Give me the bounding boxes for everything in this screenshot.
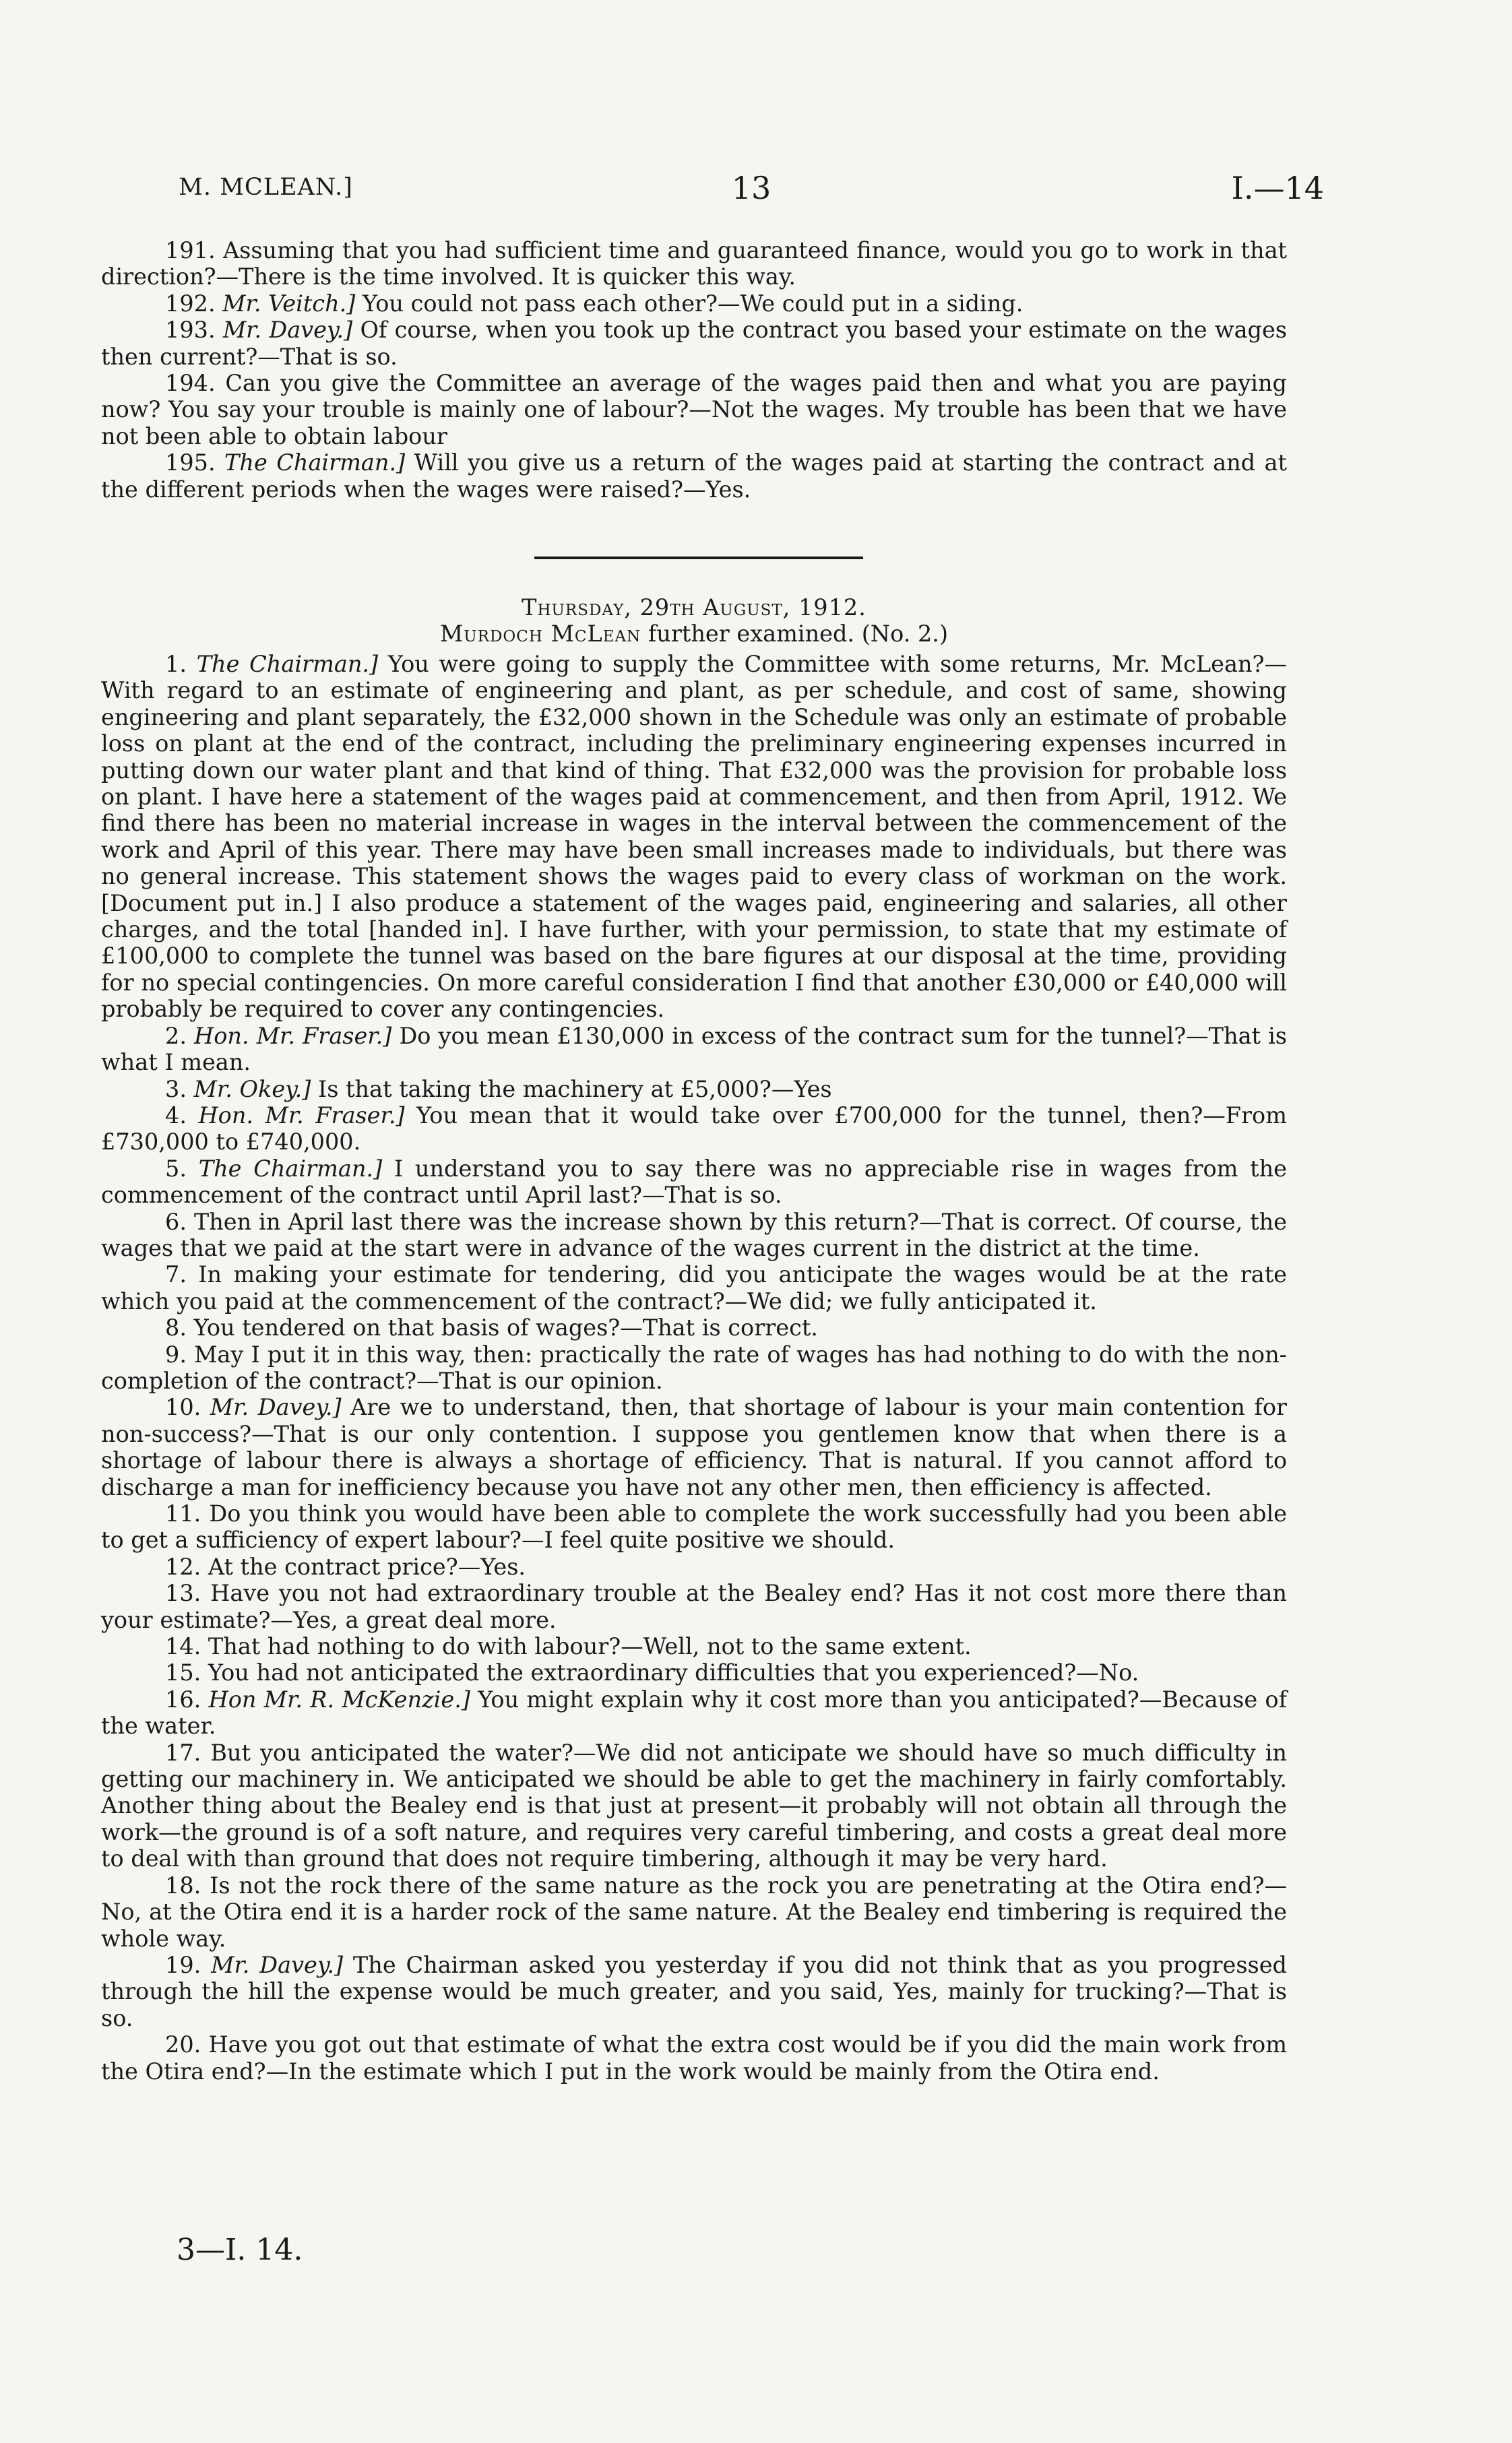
testimony-paragraph — [101, 1394, 1287, 1500]
document-reference: I.—14 — [1231, 170, 1324, 206]
testimony-paragraph — [101, 1633, 1287, 1659]
testimony-paragraph — [101, 1102, 1287, 1155]
speaker-name: Mr. Davey.] — [222, 317, 353, 344]
testimony-text: 17. But you anticipated the water?—We did not anticipate we should have so much difficulty in getting our machinery in. We anticipated we should be able to get the machinery in fairly comfortably. Another thing about the Bealey end is that just at present—it probably will not obtain all through the work—the ground is of a soft nature, and requires very careful timbering, and costs a great deal more to deal with than ground that does not require timbering, although it may be very hard. — [101, 1739, 1287, 1872]
testimony-text: You might explain why it cost more than you anticipated?—Because of the water. — [101, 1686, 1287, 1740]
speaker-name: The Chairman.] — [198, 1155, 383, 1182]
question-number: 192. — [165, 290, 216, 317]
testimony-paragraph — [101, 1209, 1287, 1262]
testimony-paragraph — [101, 1872, 1287, 1952]
testimony-text: 191. Assuming that you had sufficient time and guaranteed finance, would you go to work in that direction?—There is the time involved. It is quicker this way. — [101, 237, 1287, 290]
speaker-name: Mr. Davey.] — [211, 1951, 344, 1978]
testimony-text: 7. In making your estimate for tendering, did you anticipate the wages would be at the rate which you paid at the commencement of the contract?—We did; we fully anticipated it. — [101, 1261, 1287, 1314]
speaker-name: Mr. Veitch.] — [222, 290, 356, 317]
section-divider — [534, 557, 863, 559]
testimony-text: You mean that it would take over £700,000 for the tunnel, then?—From £730,000 to £740,000. — [101, 1102, 1287, 1155]
testimony-text: The Chairman asked you yesterday if you did not think that as you progressed through the hill the expense would be much greater, and you said, Yes, mainly for trucking?—That is so. — [101, 1951, 1288, 2031]
testimony-text: 14. That had nothing to do with labour?—Well, not to the same extent. — [165, 1633, 972, 1660]
testimony-text: You were going to supply the Committee with some returns, Mr. McLean?—With regard to an estimate of engineering and plant, as per schedule, and cost of same, showing engineering and plant separately, the £32,000 shown in the Schedule was only an estimate of probable loss on plant at the end of the contract, including the preliminary engineering expenses incurred in putting down our water plant and that kind of thing. That £32,000 was the provision for probable loss on plant. I have here a statement of the wages paid at commencement, and then from April, 1912. We find there has been no material increase in wages in the interval between the commencement of the work and April of this year. There may have been small increases made to individuals, but there was no general increase. This statement shows the wages paid to every class of workman on the work. [Document put in.] I also produce a statement of the wages paid, engineering and salaries, all other charges, and the total [handed in]. I have further, with your permission, to state that my estimate of £100,000 to complete the tunnel was based on the bare figures at our disposal at the time, providing for no special contingencies. On more careful consideration I find that another £30,000 or £40,000 will probably be required to cover any contingencies. — [101, 651, 1287, 1023]
question-number: 193. — [165, 317, 216, 344]
testimony-paragraph — [101, 449, 1287, 503]
question-number: 10. — [165, 1394, 201, 1421]
question-number: 4. — [165, 1102, 187, 1129]
testimony-paragraph — [101, 370, 1287, 449]
testimony-text: 9. May I put it in this way, then: practically the rate of wages has had nothing to do with the non-completion of the contract?—That is our opinion. — [101, 1341, 1287, 1394]
testimony-text: 8. You tendered on that basis of wages?—That is correct. — [165, 1314, 818, 1341]
testimony-text: Do you mean £130,000 in excess of the contract sum for the tunnel?—That is what I mean. — [101, 1022, 1287, 1076]
testimony-text: 6. Then in April last there was the increase shown by this return?—That is correct. Of course, the wages that we paid at the start were in advance of the wages current in the district at the time. — [101, 1208, 1287, 1261]
testimony-paragraph — [101, 651, 1287, 1023]
testimony-block-2 — [101, 651, 1287, 2085]
testimony-paragraph — [101, 1261, 1287, 1314]
page-number: 13 — [731, 170, 771, 206]
speaker-name: Hon. Mr. Fraser.] — [198, 1102, 405, 1129]
testimony-paragraph — [101, 1686, 1287, 1740]
testimony-paragraph — [101, 317, 1287, 370]
testimony-paragraph — [101, 1740, 1287, 1872]
header-witness: M. MCLEAN.] — [179, 174, 353, 201]
testimony-paragraph — [101, 1580, 1287, 1633]
testimony-paragraph — [101, 2031, 1287, 2085]
question-number: 195. — [165, 449, 216, 476]
testimony-text: Is that taking the machinery at £5,000?—Yes — [318, 1075, 832, 1102]
signature-footer: 3—I. 14. — [177, 2233, 303, 2267]
question-number: 2. — [165, 1022, 187, 1049]
question-number: 5. — [165, 1155, 187, 1182]
testimony-paragraph — [101, 290, 1287, 317]
testimony-text: 194. Can you give the Committee an average of the wages paid then and what you are paying now? You say your trouble is mainly one of labour?—Not the wages. My trouble has been that we have not been able to obtain labour — [101, 370, 1287, 449]
testimony-paragraph — [101, 1500, 1287, 1554]
testimony-block-1 — [101, 237, 1287, 503]
testimony-paragraph — [101, 1314, 1287, 1341]
testimony-text: 18. Is not the rock there of the same nature as the rock you are penetrating at the Otira end?—No, at the Otira end it is a harder rock of the same nature. At the Bealey end timbering is required the whole way. — [101, 1872, 1287, 1952]
session-date: Thursday, 29th August, 1912. — [522, 594, 867, 621]
witness-name: Murdoch McLean — [439, 621, 641, 647]
witness-status: further examined. (No. 2.) — [648, 621, 949, 647]
testimony-text: 20. Have you got out that estimate of what the extra cost would be if you did the main work from the Otira end?—In the estimate which I put in the work would be mainly from the Otira end. — [101, 2031, 1287, 2085]
testimony-paragraph — [101, 1341, 1287, 1395]
running-header — [179, 170, 1324, 214]
testimony-text: I understand you to say there was no appreciable rise in wages from the commencement of the contract until April last?—That is so. — [101, 1155, 1287, 1209]
testimony-paragraph — [101, 237, 1287, 290]
testimony-paragraph — [101, 1659, 1287, 1686]
question-number: 19. — [165, 1951, 201, 1978]
testimony-text: Will you give us a return of the wages paid at starting the contract and at the different periods when the wages were raised?—Yes. — [101, 449, 1287, 503]
testimony-paragraph — [101, 1554, 1287, 1580]
speaker-name: The Chairman.] — [224, 449, 406, 476]
speaker-name: Mr. Okey.] — [193, 1075, 311, 1102]
testimony-paragraph — [101, 1076, 1287, 1102]
testimony-text: 15. You had not anticipated the extraordinary difficulties that you experienced?—No. — [165, 1659, 1139, 1686]
speaker-name: Mr. Davey.] — [210, 1394, 342, 1421]
speaker-name: The Chairman.] — [196, 651, 379, 677]
testimony-paragraph — [101, 1023, 1287, 1076]
testimony-text: 12. At the contract price?—Yes. — [165, 1553, 526, 1580]
speaker-name: Hon Mr. R. McKenzie.] — [208, 1686, 470, 1713]
testimony-paragraph — [101, 1155, 1287, 1209]
testimony-text: 13. Have you not had extraordinary trouble at the Bealey end? Has it not cost more there than your estimate?—Yes, a great deal more. — [101, 1580, 1287, 1633]
speaker-name: Hon. Mr. Fraser.] — [194, 1022, 392, 1049]
testimony-text: 11. Do you think you would have been able to complete the work successfully had you been able to get a sufficiency of expert labour?—I feel quite positive we should. — [101, 1500, 1287, 1554]
testimony-text: Of course, when you took up the contract you based your estimate on the wages then current?—That is so. — [101, 317, 1288, 370]
testimony-paragraph — [101, 1952, 1287, 2031]
question-number: 16. — [165, 1686, 201, 1713]
testimony-text: You could not pass each other?—We could put in a siding. — [363, 290, 1023, 317]
question-number: 1. — [165, 651, 187, 677]
witness-heading — [101, 621, 1287, 647]
question-number: 3. — [165, 1075, 187, 1102]
testimony-text: Are we to understand, then, that shortage of labour is your main contention for non-success?—That is our only contention. I suppose you gentlemen know that when there is a shortage of labour there is always a shortage of efficiency. That is natural. If you cannot afford to discharge a man for inefficiency because you have not any other men, then efficiency is affected. — [101, 1394, 1288, 1500]
